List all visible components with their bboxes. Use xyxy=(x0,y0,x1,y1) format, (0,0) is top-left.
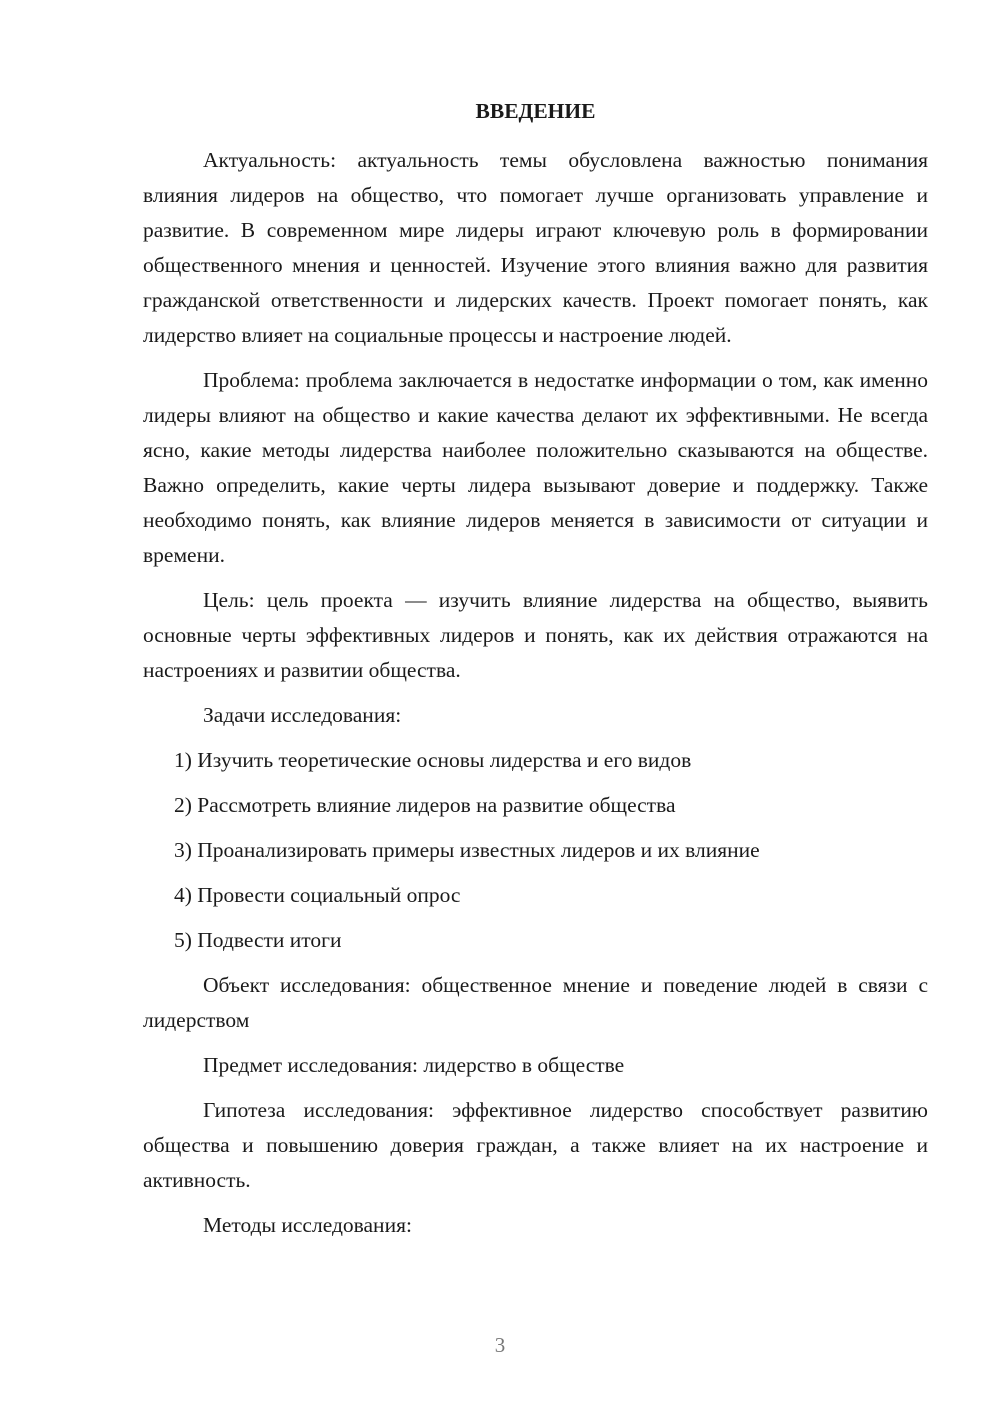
document-page xyxy=(143,96,928,1253)
task-item: 2) Рассмотреть влияние лидеров на развитие общества xyxy=(174,793,676,817)
goal-paragraph: Цель: цель проекта — изучить влияние лидерства на общество, выявить основные черты эффективных лидеров и понять, как их действия отражаются на настроениях и развитии общества. xyxy=(143,588,928,682)
section-heading: ВВЕДЕНИЕ xyxy=(475,99,596,123)
relevance-paragraph: Актуальность: актуальность темы обусловлена важностью понимания влияния лидеров на общество, что помогает лучше организовать управление и развитие. В современном мире лидеры играют ключевую роль в формировании общественного мнения и ценностей. Изучение этого влияния важно для развития гражданской ответственности и лидерских качеств. Проект помогает понять, как лидерство влияет на социальные процессы и настроение людей. xyxy=(143,148,928,347)
tasks-title: Задачи исследования: xyxy=(203,703,402,727)
problem-paragraph: Проблема: проблема заключается в недостатке информации о том, как именно лидеры влияют на общество и какие качества делают их эффективными. Не всегда ясно, какие методы лидерства наиболее положительно сказываются на обществе. Важно определить, какие черты лидера вызывают доверие и поддержку. Также необходимо понять, как влияние лидеров меняется в зависимости от ситуации и времени. xyxy=(143,368,928,567)
task-item: 4) Провести социальный опрос xyxy=(174,883,461,907)
task-list xyxy=(143,743,928,958)
subject-paragraph: Предмет исследования: лидерство в обществе xyxy=(203,1053,625,1077)
task-item: 1) Изучить теоретические основы лидерства и его видов xyxy=(174,748,692,772)
hypothesis-paragraph: Гипотеза исследования: эффективное лидерство способствует развитию общества и повышению доверия граждан, а также влияет на их настроение и активность. xyxy=(143,1098,928,1192)
task-item: 5) Подвести итоги xyxy=(174,928,342,952)
page-number: 3 xyxy=(494,1333,506,1357)
methods-title: Методы исследования: xyxy=(203,1213,412,1237)
task-item: 3) Проанализировать примеры известных лидеров и их влияние xyxy=(174,838,760,862)
object-paragraph: Объект исследования: общественное мнение и поведение людей в связи с лидерством xyxy=(143,973,928,1032)
